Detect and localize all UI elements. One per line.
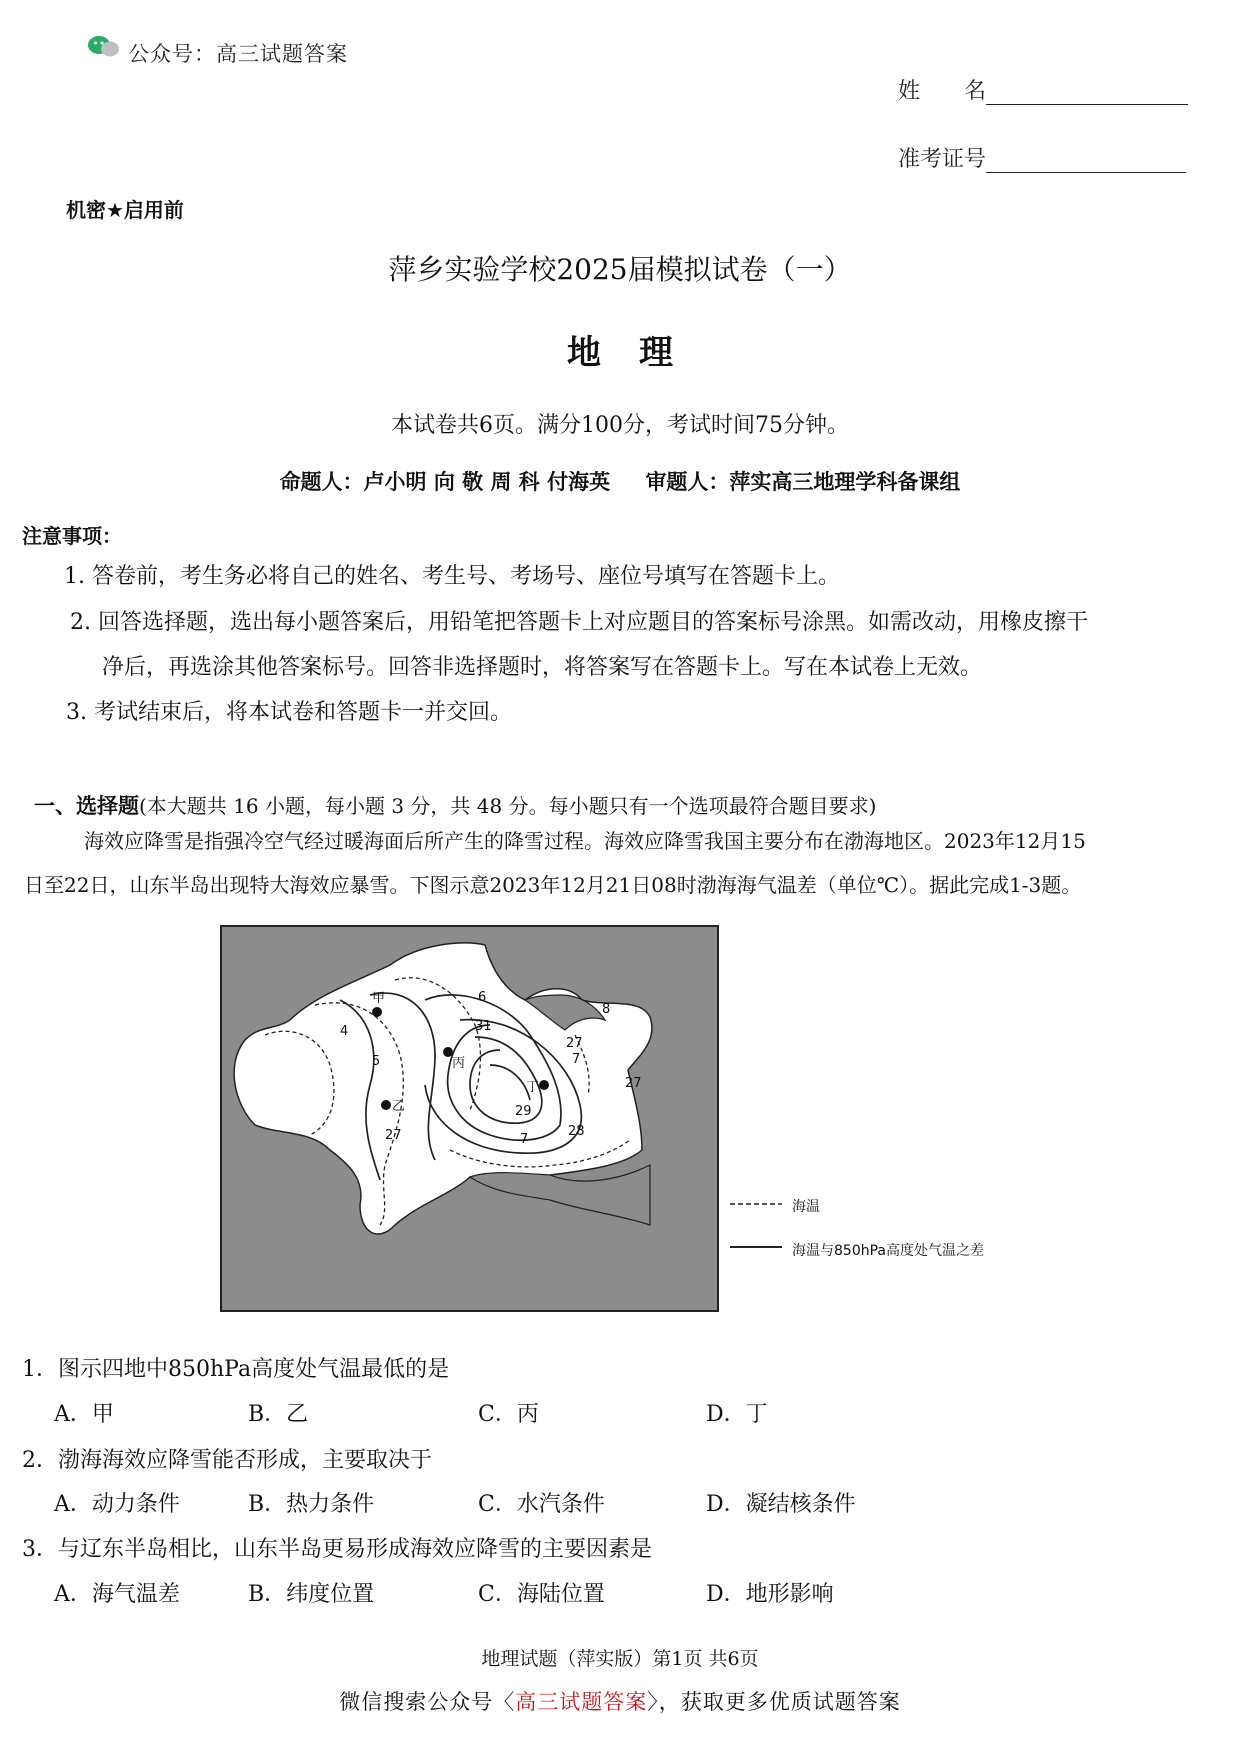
bohai-map — [220, 925, 720, 1315]
reviewers: 审题人：萍实高三地理学科备课组 — [645, 470, 961, 494]
page-footer: 地理试题（萍实版）第1页 共6页 — [481, 1648, 759, 1670]
q1-option-d: D．丁 — [706, 1402, 768, 1427]
passage-line: 日至22日，山东半岛出现特大海效应暴雪。下图示意2023年12月21日08时渤海海气温差（单位℃）。据此完成1-3题。 — [24, 873, 1082, 897]
exam-id-input-line[interactable] — [986, 148, 1186, 173]
promo-suffix: 〉，获取更多优质试题答案 — [647, 1690, 901, 1714]
promo-highlight: 高三试题答案 — [515, 1690, 648, 1714]
legend-sst: 海温 — [792, 1199, 820, 1215]
isoline-label: 8 — [602, 1002, 611, 1017]
passage-line: 海效应降雪是指强冷空气经过暖海面后所产生的降雪过程。海效应降雪我国主要分布在渤海地区。2023年12月15 — [84, 829, 1086, 853]
note-item: 3. 考试结束后，将本试卷和答题卡一并交回。 — [66, 700, 512, 725]
section-heading — [34, 790, 876, 820]
point-label-bing: 丙 — [452, 1056, 466, 1071]
isoline-label: 7 — [572, 1052, 581, 1067]
q3-option-c: C．海陆位置 — [478, 1582, 605, 1607]
exam-title: 萍乡实验学校2025届模拟试卷（一） — [388, 253, 852, 286]
legend-line-samples — [728, 1190, 786, 1260]
point-label-jia: 甲 — [372, 991, 386, 1006]
exam-info: 本试卷共6页。满分100分，考试时间75分钟。 — [391, 413, 849, 438]
note-item: 净后，再选涂其他答案标号。回答非选择题时，将答案写在答题卡上。写在本试卷上无效。 — [102, 655, 983, 680]
question-2-stem: 2．渤海海效应降雪能否形成，主要取决于 — [22, 1448, 432, 1473]
legend-difference: 海温与850hPa高度处气温之差 — [792, 1243, 984, 1259]
isoline-label: 31 — [475, 1019, 492, 1034]
name-field[interactable] — [898, 74, 1188, 105]
point-yi — [381, 1100, 391, 1110]
point-jia — [372, 1007, 382, 1017]
question-1-stem: 1．图示四地中850hPa高度处气温最低的是 — [22, 1357, 450, 1382]
name-label: 姓 名 — [898, 79, 987, 104]
isoline-label: 4 — [340, 1024, 349, 1039]
q1-option-c: C．丙 — [478, 1402, 539, 1427]
note-item: 2. 回答选择题，选出每小题答案后，用铅笔把答题卡上对应题目的答案标号涂黑。如需改动，用橡皮擦干 — [70, 610, 1088, 635]
section-title: 一、选择题 — [34, 794, 139, 818]
wechat-account-text: 公众号：高三试题答案 — [128, 42, 348, 66]
note-item: 1. 答卷前，考生务必将自己的姓名、考生号、考场号、座位号填写在答题卡上。 — [64, 564, 840, 589]
section-desc: (本大题共 16 小题，每小题 3 分，共 48 分。每小题只有一个选项最符合题目要求) — [139, 794, 877, 818]
point-label-yi: 乙 — [392, 1099, 406, 1114]
isoline-label: 27 — [625, 1076, 642, 1091]
name-input-line[interactable] — [986, 80, 1188, 105]
q3-option-b: B．纬度位置 — [248, 1582, 375, 1607]
q3-option-d: D．地形影响 — [706, 1582, 834, 1607]
isoline-label: 27 — [566, 1036, 583, 1051]
exam-id-field[interactable] — [898, 142, 1186, 173]
q1-option-b: B．乙 — [248, 1402, 309, 1427]
authors: 命题人：卢小明 向 敬 周 科 付海英 — [279, 470, 611, 494]
confidential-mark: 机密★启用前 — [66, 198, 184, 222]
isoline-label: 6 — [478, 990, 487, 1005]
question-3-stem: 3．与辽东半岛相比，山东半岛更易形成海效应降雪的主要因素是 — [22, 1537, 652, 1562]
isoline-label: 5 — [372, 1054, 381, 1069]
isoline-label: 7 — [520, 1132, 529, 1147]
isoline-label: 28 — [568, 1124, 585, 1139]
exam-id-label: 准考证号 — [898, 147, 987, 172]
q2-option-b: B．热力条件 — [248, 1492, 375, 1517]
q2-option-d: D．凝结核条件 — [706, 1492, 856, 1517]
isoline-label: 27 — [385, 1128, 402, 1143]
q3-option-a: A．海气温差 — [54, 1582, 180, 1607]
point-label-ding: 丁 — [526, 1080, 540, 1095]
promo-prefix: 微信搜索公众号〈 — [339, 1690, 516, 1714]
notes-title: 注意事项： — [22, 524, 122, 548]
point-ding — [539, 1080, 549, 1090]
wechat-icon — [86, 34, 122, 58]
isoline-label: 29 — [515, 1104, 532, 1119]
q1-option-a: A．甲 — [54, 1402, 114, 1427]
subject-title: 地理 — [567, 333, 711, 373]
q2-option-c: C．水汽条件 — [478, 1492, 605, 1517]
q2-option-a: A．动力条件 — [54, 1492, 180, 1517]
promo-line — [0, 1686, 1240, 1716]
authors-line — [0, 466, 1240, 496]
